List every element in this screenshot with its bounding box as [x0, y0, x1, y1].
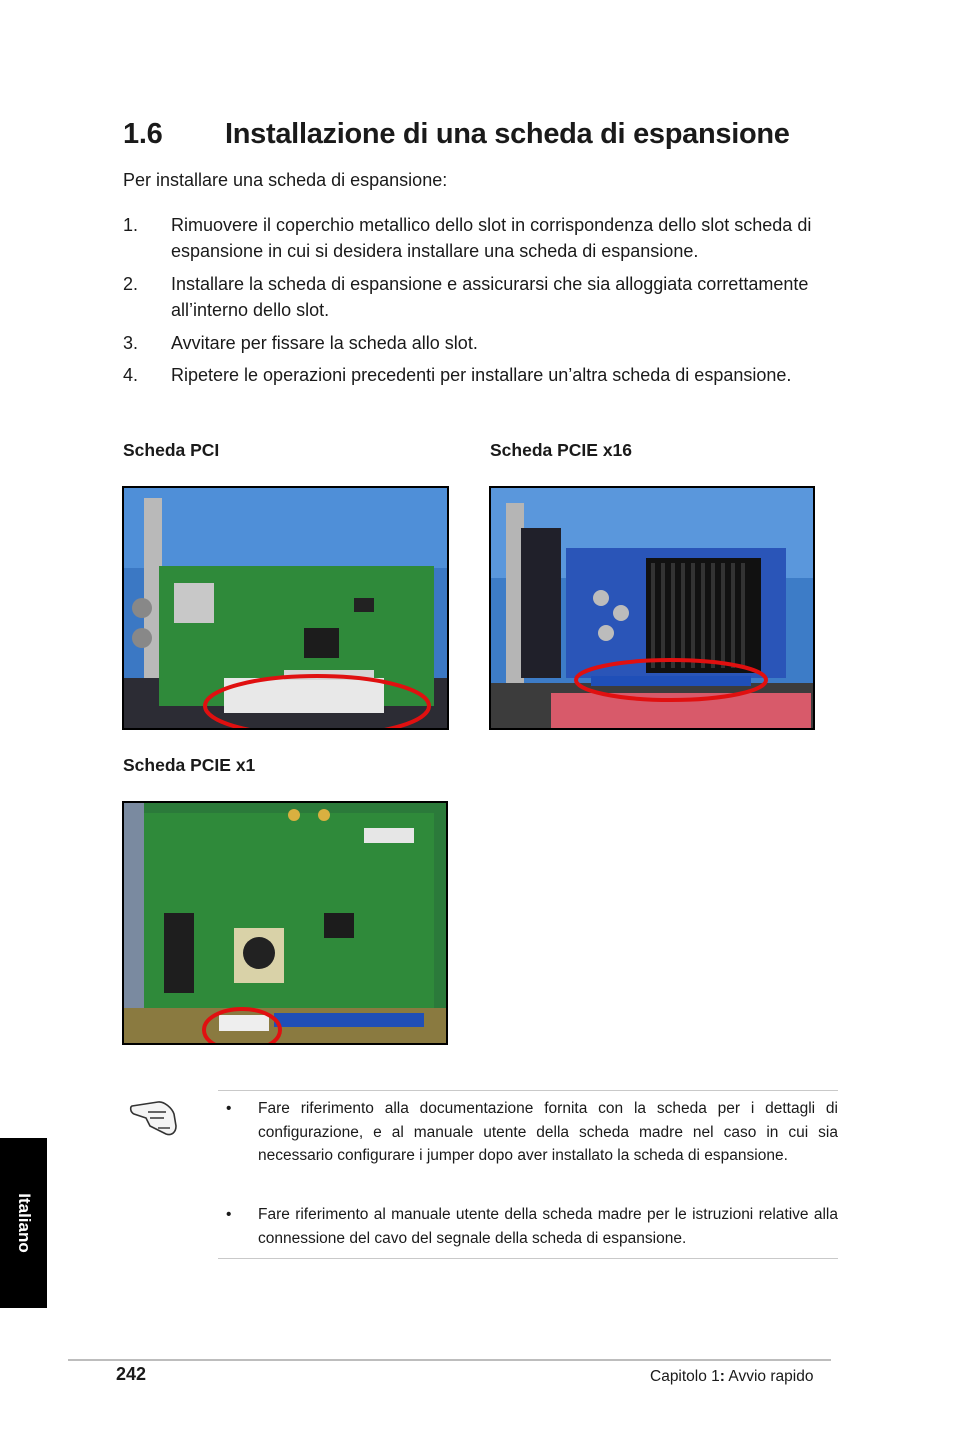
intro-text: Per installare una scheda di espansione:	[123, 170, 448, 190]
chapter-label: Capitolo 1	[650, 1368, 720, 1385]
pcie-x16-card-photo	[489, 486, 815, 730]
list-item	[123, 212, 843, 264]
section-number: 1.6	[123, 118, 163, 150]
page-title: Installazione di una scheda di espansione	[225, 118, 790, 150]
caption-pci: Scheda PCI	[123, 440, 220, 460]
caption-pcie-x16: Scheda PCIE x16	[490, 440, 633, 460]
list-item	[123, 271, 843, 323]
step-number: 3.	[123, 333, 139, 353]
note-text: Fare riferimento al manuale utente della scheda madre per le istruzioni relative alla connessione del cavo del segnale della scheda di espansione.	[258, 1206, 838, 1247]
step-text: Installare la scheda di espansione e assicurarsi che sia alloggiata correttamente all’interno dello slot.	[171, 274, 809, 320]
note-text: Fare riferimento alla documentazione fornita con la scheda per i dettagli di configurazione, e al manuale utente della scheda madre nel caso in cui sia necessario configurare i jumper dopo aver installato la scheda di espansione.	[258, 1100, 838, 1164]
step-number: 4.	[123, 365, 139, 385]
bullet-dot: •	[226, 1100, 232, 1117]
step-number: 2.	[123, 274, 139, 294]
footer-rule	[68, 1359, 831, 1361]
note-bottom-rule	[218, 1258, 838, 1259]
pcie-x1-card-photo	[122, 801, 448, 1045]
language-label: Italiano	[14, 1193, 34, 1253]
list-item	[123, 362, 843, 388]
caption-pcie-x1: Scheda PCIE x1	[123, 755, 256, 775]
note-bullet	[218, 1203, 838, 1250]
hand-pointer-icon	[128, 1092, 180, 1143]
step-number: 1.	[123, 215, 139, 235]
language-side-tab	[0, 1138, 47, 1308]
section-label: Avvio rapido	[728, 1368, 814, 1385]
step-text: Ripetere le operazioni precedenti per installare un’altra scheda di espansione.	[171, 365, 792, 385]
chapter-separator: :	[719, 1368, 725, 1385]
pci-card-photo	[122, 486, 449, 730]
note-top-rule	[218, 1090, 838, 1091]
bullet-dot: •	[226, 1206, 232, 1223]
page-number: 242	[116, 1364, 147, 1384]
step-text: Avvitare per fissare la scheda allo slot.	[171, 333, 478, 353]
note-bullet	[218, 1097, 838, 1168]
footer-chapter	[650, 1368, 813, 1386]
step-text: Rimuovere il coperchio metallico dello slot in corrispondenza dello slot scheda di espansione in cui si desidera installare una scheda di espansione.	[171, 215, 812, 261]
list-item	[123, 330, 843, 356]
